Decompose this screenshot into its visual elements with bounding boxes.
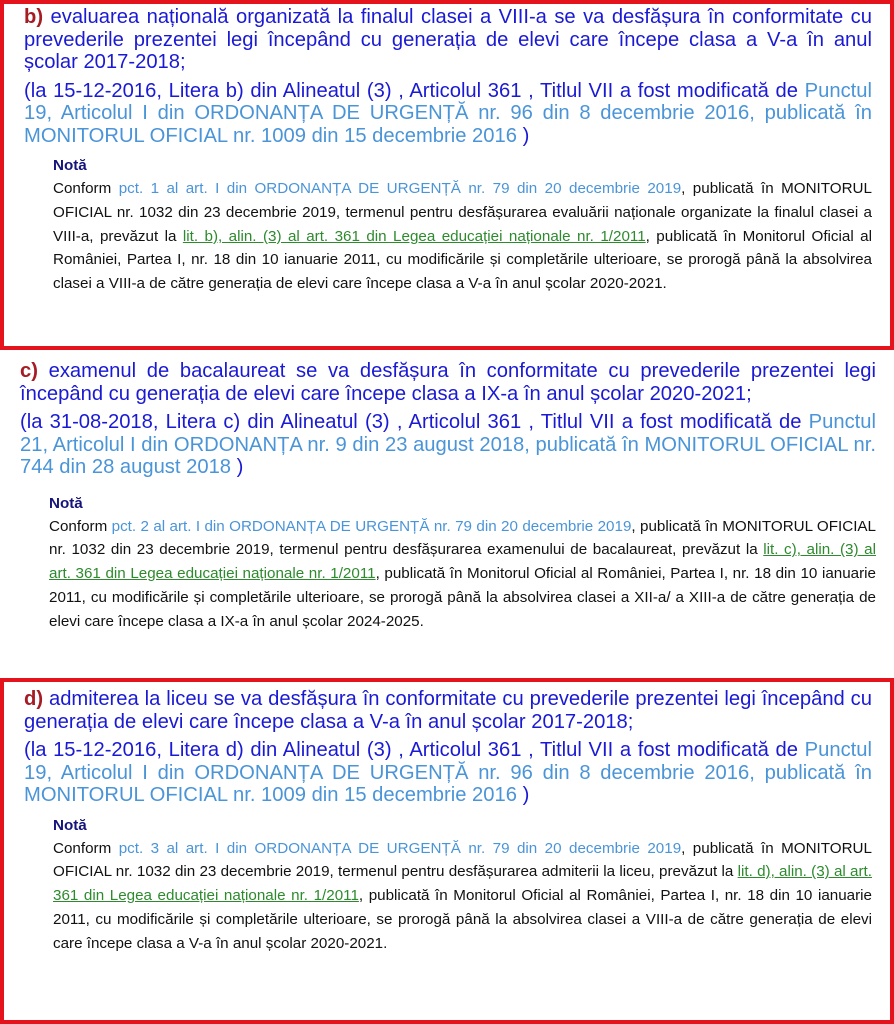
amendment-suffix-d: ) (522, 784, 530, 806)
note-law-link-c[interactable]: lit. c), alin. (3) al art. 361 din Legea educației naționale nr. 1/2011 (49, 541, 876, 583)
amendment-prefix-b: (la 15-12-2016, Litera b) din Alineatul (3) , Articolul 361 , Titlul VII a fost modificată de (24, 79, 799, 102)
item-body-c: examenul de bacalaureat se va desfășura în conformitate cu prevederile prezentei legi începând cu generația de elevi care începe clasa a IX-a în anul școlar 2020-2021; (20, 360, 876, 405)
note-text-2-c: , publicată în MONITORUL OFICIAL nr. 1032 din 23 decembrie 2019, termenul pentru desfășurarea examenului de bacalaureat, prevăzut la (49, 517, 876, 559)
amendment-c (20, 411, 876, 479)
note-law-link-b[interactable]: lit. b), alin. (3) al art. 361 din Legea educației naționale nr. 1/2011 (182, 227, 646, 245)
amendment-suffix-c: ) (236, 456, 244, 478)
section-c (0, 355, 894, 675)
note-text-3-c: , publicată în Monitorul Oficial al României, Partea I, nr. 18 din 10 ianuarie 2011, cu modificările și completările ulterioare, se prorogă până la absolvirea clasei a XII-a/ a XIII-a de către generația de elevi care începe clasa a IX-a în anul școlar 2024-2025. (49, 565, 876, 630)
item-letter-b: b) (24, 6, 44, 28)
note-text-3-b: , publicată în Monitorul Oficial al României, Partea I, nr. 18 din 10 ianuarie 2011, cu modificările și completările ulterioare, se prorogă până la absolvirea clasei a VIII-a de către generația de elevi care începe clasa a V-a în anul școlar 2020-2021. (53, 227, 872, 293)
note-text-1-d: Conform (53, 839, 112, 857)
item-text-d (24, 688, 872, 733)
note-law-link-d[interactable]: lit. d), alin. (3) al art. 361 din Legea educației naționale nr. 1/2011 (53, 863, 872, 905)
note-title-b: Notă (53, 157, 87, 174)
note-body-b (53, 177, 872, 296)
note-ordinance-link-b[interactable]: pct. 1 al art. I din ORDONANȚA DE URGENȚĂ nr. 79 din 20 decembrie 2019 (118, 180, 682, 197)
note-ordinance-link-c[interactable]: pct. 2 al art. I din ORDONANȚA DE URGENȚĂ nr. 79 din 20 decembrie 2019 (111, 517, 632, 535)
note-text-1-b: Conform (53, 180, 112, 197)
item-body-d: admiterea la liceu se va desfășura în conformitate cu prevederile prezentei legi începând cu generația de elevi care începe clasa a V-a în anul școlar 2017-2018; (24, 688, 872, 733)
amendment-prefix-c: (la 31-08-2018, Litera c) din Alineatul (3) , Articolul 361 , Titlul VII a fost modificată de (20, 411, 802, 433)
amendment-link-b[interactable]: Punctul 19, Articolul I din ORDONANȚA DE URGENȚĂ nr. 96 din 8 decembrie 2016, publicată în MONITORUL OFICIAL nr. 1009 din 15 decembrie 2016 (24, 79, 873, 147)
item-body-b: evaluarea națională organizată la finalul clasei a VIII-a se va desfășura în conformitate cu prevederile prezentei legi începând cu generația de elevi care începe clasa a V-a în anul școlar 2017-2018; (24, 6, 873, 73)
amendment-prefix-d: (la 15-12-2016, Litera d) din Alineatul (3) , Articolul 361 , Titlul VII a fost modificată de (24, 739, 799, 761)
item-letter-c: c) (20, 360, 38, 382)
note-title-d: Notă (53, 816, 87, 834)
note-ordinance-link-d[interactable]: pct. 3 al art. I din ORDONANȚA DE URGENȚĂ nr. 79 din 20 decembrie 2019 (118, 839, 682, 857)
note-c (49, 493, 876, 634)
note-body-c (49, 515, 876, 634)
note-text-2-b: , publicată în MONITORUL OFICIAL nr. 1032 din 23 decembrie 2019, termenul pentru desfășurarea evaluării naționale organizate la finalul clasei a VIII-a, prevăzut la (53, 180, 872, 245)
item-text-b (24, 6, 872, 74)
section-d (0, 678, 894, 1024)
item-letter-d: d) (24, 688, 44, 710)
amendment-b (24, 80, 872, 148)
amendment-link-c[interactable]: Punctul 21, Articolul I din ORDONANȚA nr. 9 din 23 august 2018, publicată în MONITORUL OFICIAL nr. 744 din 28 august 2018 (20, 411, 876, 478)
amendment-suffix-b: ) (522, 124, 530, 147)
item-text-c (20, 360, 876, 405)
note-text-1-c: Conform (49, 517, 108, 535)
note-text-3-d: , publicată în Monitorul Oficial al României, Partea I, nr. 18 din 10 ianuarie 2011, cu modificările și completările ulterioare, se prorogă până la absolvirea clasei a VIII-a de către generația de elevi care începe clasa a V-a în anul școlar 2020-2021. (53, 887, 872, 952)
amendment-link-d[interactable]: Punctul 19, Articolul I din ORDONANȚA DE URGENȚĂ nr. 96 din 8 decembrie 2016, publicată în MONITORUL OFICIAL nr. 1009 din 15 decembrie 2016 (24, 739, 873, 806)
note-b (53, 155, 872, 296)
note-d (53, 815, 872, 956)
note-title-c: Notă (49, 494, 83, 512)
note-body-d (53, 837, 872, 956)
amendment-d (24, 739, 872, 807)
note-text-2-d: , publicată în MONITORUL OFICIAL nr. 1032 din 23 decembrie 2019, termenul pentru desfășurarea admiterii la liceu, prevăzut la (53, 839, 872, 881)
section-b (0, 0, 894, 350)
